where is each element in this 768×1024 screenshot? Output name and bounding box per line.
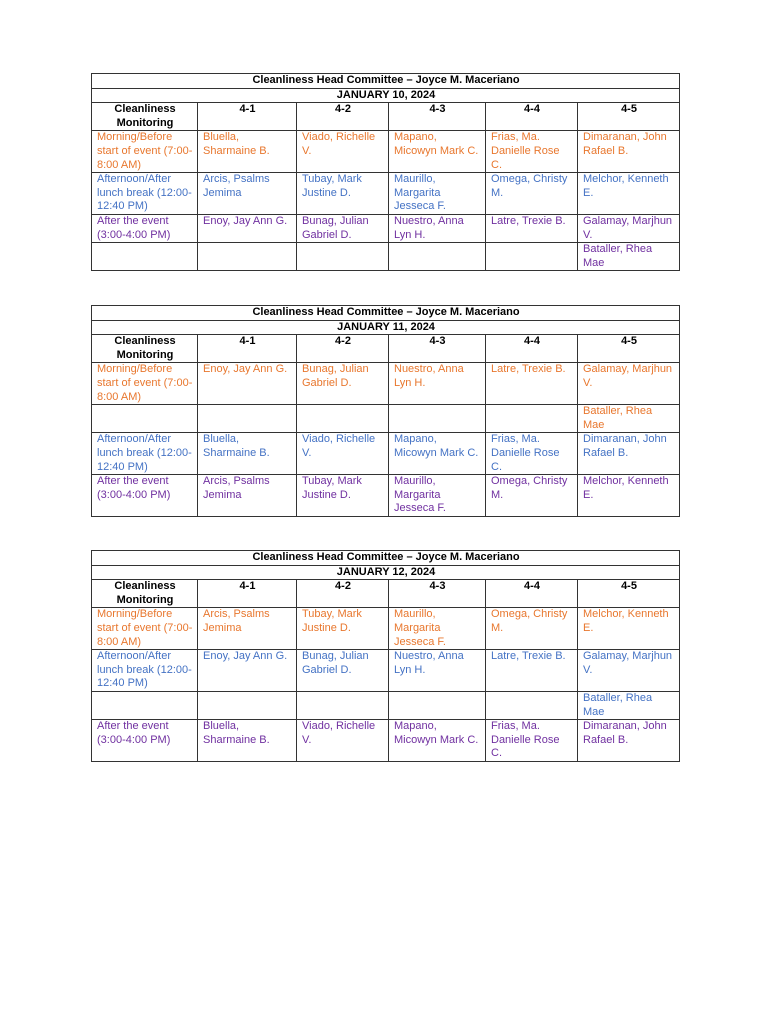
row-label: [92, 243, 198, 271]
assignee-cell: Bunag, Julian Gabriel D.: [297, 214, 389, 242]
date-row: [92, 88, 680, 103]
assignee-cell: Bluella, Sharmaine B.: [198, 720, 297, 762]
assignee-cell: Latre, Trexie B.: [486, 214, 578, 242]
assignee-cell: Tubay, Mark Justine D.: [297, 608, 389, 650]
row-label: Afternoon/After lunch break (12:00-12:40 PM): [92, 650, 198, 692]
assignee-cell: Bataller, Rhea Mae: [578, 405, 680, 433]
table-row: [92, 650, 680, 692]
assignee-cell: Mapano, Micowyn Mark C.: [389, 131, 486, 173]
assignee-cell: Omega, Christy M.: [486, 173, 578, 215]
assignee-cell: Frias, Ma. Danielle Rose C.: [486, 433, 578, 475]
assignee-cell: Dimaranan, John Rafael B.: [578, 433, 680, 475]
table-row: [92, 405, 680, 433]
column-header: 4-4: [486, 580, 578, 608]
assignee-cell: Nuestro, Anna Lyn H.: [389, 363, 486, 405]
date-row: [92, 320, 680, 335]
column-header: 4-2: [297, 335, 389, 363]
assignee-cell: [486, 405, 578, 433]
assignee-cell: Dimaranan, John Rafael B.: [578, 131, 680, 173]
title-row: [92, 74, 680, 89]
column-header: 4-3: [389, 103, 486, 131]
assignee-cell: Arcis, Psalms Jemima: [198, 608, 297, 650]
table-title: Cleanliness Head Committee – Joyce M. Maceriano: [92, 306, 680, 321]
corner-header: Cleanliness Monitoring: [92, 580, 198, 608]
assignee-cell: Tubay, Mark Justine D.: [297, 475, 389, 517]
column-header: 4-1: [198, 103, 297, 131]
row-label: [92, 691, 198, 719]
assignee-cell: Melchor, Kenneth E.: [578, 173, 680, 215]
assignee-cell: Mapano, Micowyn Mark C.: [389, 720, 486, 762]
assignee-cell: Arcis, Psalms Jemima: [198, 475, 297, 517]
assignee-cell: Galamay, Marjhun V.: [578, 214, 680, 242]
corner-header: Cleanliness Monitoring: [92, 335, 198, 363]
column-header: 4-3: [389, 335, 486, 363]
assignee-cell: Enoy, Jay Ann G.: [198, 363, 297, 405]
assignee-cell: Arcis, Psalms Jemima: [198, 173, 297, 215]
assignee-cell: Viado, Richelle V.: [297, 720, 389, 762]
table-row: [92, 243, 680, 271]
assignee-cell: Omega, Christy M.: [486, 475, 578, 517]
title-row: [92, 306, 680, 321]
column-header: 4-2: [297, 103, 389, 131]
column-header: 4-1: [198, 580, 297, 608]
table-row: [92, 475, 680, 517]
assignee-cell: Dimaranan, John Rafael B.: [578, 720, 680, 762]
assignee-cell: Latre, Trexie B.: [486, 650, 578, 692]
table-row: [92, 131, 680, 173]
row-label: Morning/Before start of event (7:00-8:00 AM): [92, 131, 198, 173]
column-header: 4-5: [578, 335, 680, 363]
assignee-cell: Frias, Ma. Danielle Rose C.: [486, 131, 578, 173]
assignee-cell: Bataller, Rhea Mae: [578, 691, 680, 719]
assignee-cell: Tubay, Mark Justine D.: [297, 173, 389, 215]
assignee-cell: Enoy, Jay Ann G.: [198, 650, 297, 692]
assignee-cell: Viado, Richelle V.: [297, 131, 389, 173]
column-header: 4-4: [486, 103, 578, 131]
column-header: 4-5: [578, 580, 680, 608]
assignee-cell: Frias, Ma. Danielle Rose C.: [486, 720, 578, 762]
row-label: After the event (3:00-4:00 PM): [92, 720, 198, 762]
row-label: [92, 405, 198, 433]
assignee-cell: [297, 405, 389, 433]
row-label: Morning/Before start of event (7:00-8:00 AM): [92, 363, 198, 405]
table-title: Cleanliness Head Committee – Joyce M. Maceriano: [92, 551, 680, 566]
assignee-cell: [198, 243, 297, 271]
assignee-cell: Nuestro, Anna Lyn H.: [389, 650, 486, 692]
assignee-cell: [389, 405, 486, 433]
assignee-cell: Latre, Trexie B.: [486, 363, 578, 405]
table-date: JANUARY 10, 2024: [92, 88, 680, 103]
schedule-table-jan-11: [91, 305, 680, 517]
column-header: 4-4: [486, 335, 578, 363]
row-label: After the event (3:00-4:00 PM): [92, 214, 198, 242]
assignee-cell: [486, 243, 578, 271]
assignee-cell: Galamay, Marjhun V.: [578, 650, 680, 692]
assignee-cell: Melchor, Kenneth E.: [578, 475, 680, 517]
row-label: Afternoon/After lunch break (12:00-12:40 PM): [92, 173, 198, 215]
column-header: 4-5: [578, 103, 680, 131]
assignee-cell: [297, 691, 389, 719]
assignee-cell: Bataller, Rhea Mae: [578, 243, 680, 271]
row-label: Afternoon/After lunch break (12:00-12:40 PM): [92, 433, 198, 475]
assignee-cell: Omega, Christy M.: [486, 608, 578, 650]
column-header: 4-2: [297, 580, 389, 608]
assignee-cell: Maurillo, Margarita Jesseca F.: [389, 608, 486, 650]
column-header-row: [92, 580, 680, 608]
assignee-cell: Bunag, Julian Gabriel D.: [297, 650, 389, 692]
assignee-cell: Galamay, Marjhun V.: [578, 363, 680, 405]
assignee-cell: Viado, Richelle V.: [297, 433, 389, 475]
title-row: [92, 551, 680, 566]
assignee-cell: Melchor, Kenneth E.: [578, 608, 680, 650]
assignee-cell: Enoy, Jay Ann G.: [198, 214, 297, 242]
row-label: After the event (3:00-4:00 PM): [92, 475, 198, 517]
table-row: [92, 363, 680, 405]
row-label: Morning/Before start of event (7:00-8:00 AM): [92, 608, 198, 650]
column-header-row: [92, 103, 680, 131]
assignee-cell: [297, 243, 389, 271]
table-date: JANUARY 12, 2024: [92, 565, 680, 580]
table-row: [92, 173, 680, 215]
table-row: [92, 433, 680, 475]
assignee-cell: Mapano, Micowyn Mark C.: [389, 433, 486, 475]
table-title: Cleanliness Head Committee – Joyce M. Maceriano: [92, 74, 680, 89]
assignee-cell: Nuestro, Anna Lyn H.: [389, 214, 486, 242]
assignee-cell: [198, 691, 297, 719]
table-row: [92, 214, 680, 242]
assignee-cell: [389, 691, 486, 719]
assignee-cell: [389, 243, 486, 271]
table-row: [92, 691, 680, 719]
column-header: 4-1: [198, 335, 297, 363]
table-row: [92, 720, 680, 762]
date-row: [92, 565, 680, 580]
assignee-cell: [486, 691, 578, 719]
assignee-cell: Bunag, Julian Gabriel D.: [297, 363, 389, 405]
assignee-cell: Maurillo, Margarita Jesseca F.: [389, 173, 486, 215]
column-header-row: [92, 335, 680, 363]
assignee-cell: [198, 405, 297, 433]
assignee-cell: Bluella, Sharmaine B.: [198, 433, 297, 475]
column-header: 4-3: [389, 580, 486, 608]
assignee-cell: Bluella, Sharmaine B.: [198, 131, 297, 173]
table-row: [92, 608, 680, 650]
assignee-cell: Maurillo, Margarita Jesseca F.: [389, 475, 486, 517]
table-date: JANUARY 11, 2024: [92, 320, 680, 335]
schedule-table-jan-10: [91, 73, 680, 271]
schedule-table-jan-12: [91, 550, 680, 762]
corner-header: Cleanliness Monitoring: [92, 103, 198, 131]
